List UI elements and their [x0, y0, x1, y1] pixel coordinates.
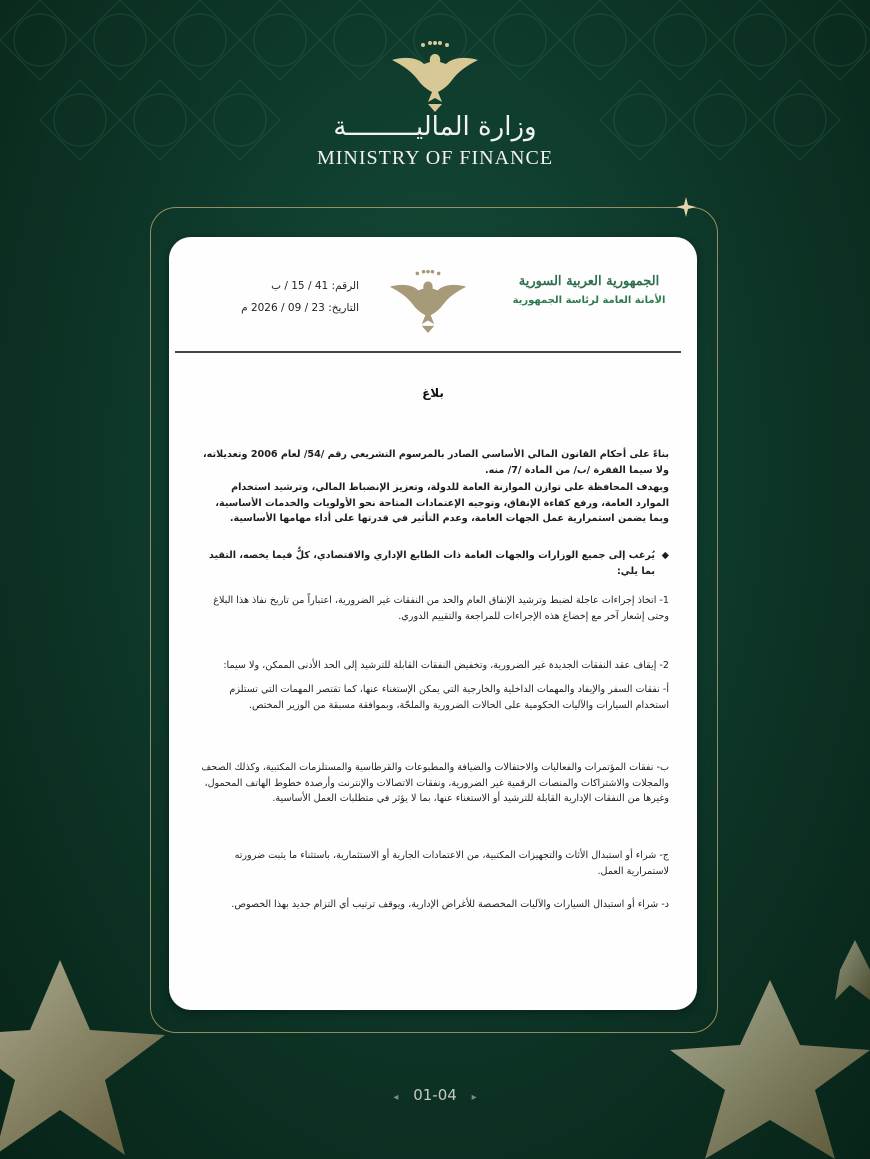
- item-2d: د- شراء أو استبدال السيارات والآليات المخصصة للأغراض الإدارية، ويوقف ترتيب أي التزام جديد بهذا الخصوص.: [231, 899, 669, 910]
- item-1: 1- اتخاذ إجراءات عاجلة لضبط وترشيد الإنفاق العام والحد من النفقات غير الضرورية، اعتباراً من تاريخ نفاذ هذا البلاغ وحتى إشعار آخر مع إخضاع هذه الإجراءات للمراجعة والتقييم الدوري.: [213, 595, 669, 622]
- bullet-icon: ◆: [661, 550, 669, 561]
- header-divider: [175, 351, 681, 353]
- directive-text: يُرغب إلى جميع الوزارات والجهات العامة ذات الطابع الإداري والاقتصادي، كلٌّ فيما يخصه، التقيد بما يلي:: [208, 550, 655, 577]
- previous-page-icon[interactable]: ◂: [393, 1092, 399, 1103]
- eagle-seal-icon: [382, 269, 474, 333]
- eagle-emblem-icon: [388, 40, 482, 112]
- item-2b: ب- نفقات المؤتمرات والفعاليات والاحتفالات والضيافة والمطبوعات والقرطاسية والمستلزمات المكتبية، وكذلك الصحف والمجلات والاشتراكات والمنصات الرقمية غير الضرورية، ونفقات الاتصالات والإنترنت وأرصدة خطوط الهاتف المحمول، وغيرها من النفقات الإدارية القابلة للترشيد أو الاستغناء عنها، بما لا يؤثر في متطلبات العمل الأساسية.: [201, 762, 669, 804]
- item-2a: أ- نفقات السفر والإيفاد والمهمات الداخلية والخارجية التي يمكن الإستغناء عنها، كما تقتصر المهمات التي تستلزم استخدام السيارات والآليات الحكومية على الحالات الضرورية والملحّة، وبموافقة مسبقة من الوزير المختص.: [229, 684, 669, 711]
- item-2c: ج- شراء أو استبدال الأثاث والتجهيزات المكتبية، من الاعتمادات الجارية أو الاستثمارية، باستثناء ما يثبت ضرورته لاستمرارية العمل.: [234, 850, 669, 877]
- sparkle-icon: [676, 197, 696, 217]
- pagination: [0, 1086, 870, 1104]
- republic-name: الجمهورية العربية السورية: [518, 274, 660, 289]
- notice-title: بلاغ: [422, 386, 444, 400]
- reference-block: [219, 275, 359, 319]
- ministry-title-english: MINISTRY OF FINANCE: [316, 147, 554, 169]
- page-indicator: 01-04: [413, 1086, 457, 1104]
- next-page-icon[interactable]: ▸: [471, 1092, 477, 1103]
- reference-date: التاريخ: 23 / 09 / 2026 م: [241, 302, 359, 314]
- presidency-secretariat: الأمانة العامة لرئاسة الجمهورية: [512, 295, 666, 306]
- ministry-title-arabic: وزارة الماليـــــــــة: [333, 112, 537, 142]
- reference-number: الرقم: 41 / 15 / ب: [271, 280, 359, 292]
- purpose-paragraph: وبهدف المحافظة على توازن الموازنة العامة للدولة، وتعزيز الإنضباط المالي، وترشيد استخدام الموارد العامة، ورفع كفاءة الإنفاق، وتوجيه الإعتمادات المتاحة نحو الأولويات والخدمات الأساسية، وبما يضمن استمرارية عمل الجهات العامة، وعدم التأثير في قدرتها على أداء مهامها الأساسية.: [215, 482, 669, 524]
- directive-paragraph: [195, 548, 669, 579]
- document-page: [169, 237, 697, 1010]
- intro-paragraph: بناءً على أحكام القانون المالي الأساسي الصادر بالمرسوم التشريعي رقم /54/ لعام 2006 وتعديلاته، ولا سيما الفقرة /ب/ من المادة /7/ منه.: [203, 449, 669, 476]
- item-2: 2- إيقاف عقد النفقات الجديدة غير الضرورية، وتخفيض النفقات القابلة للترشيد إلى الحد الأدنى الممكن، ولا سيما:: [223, 660, 669, 671]
